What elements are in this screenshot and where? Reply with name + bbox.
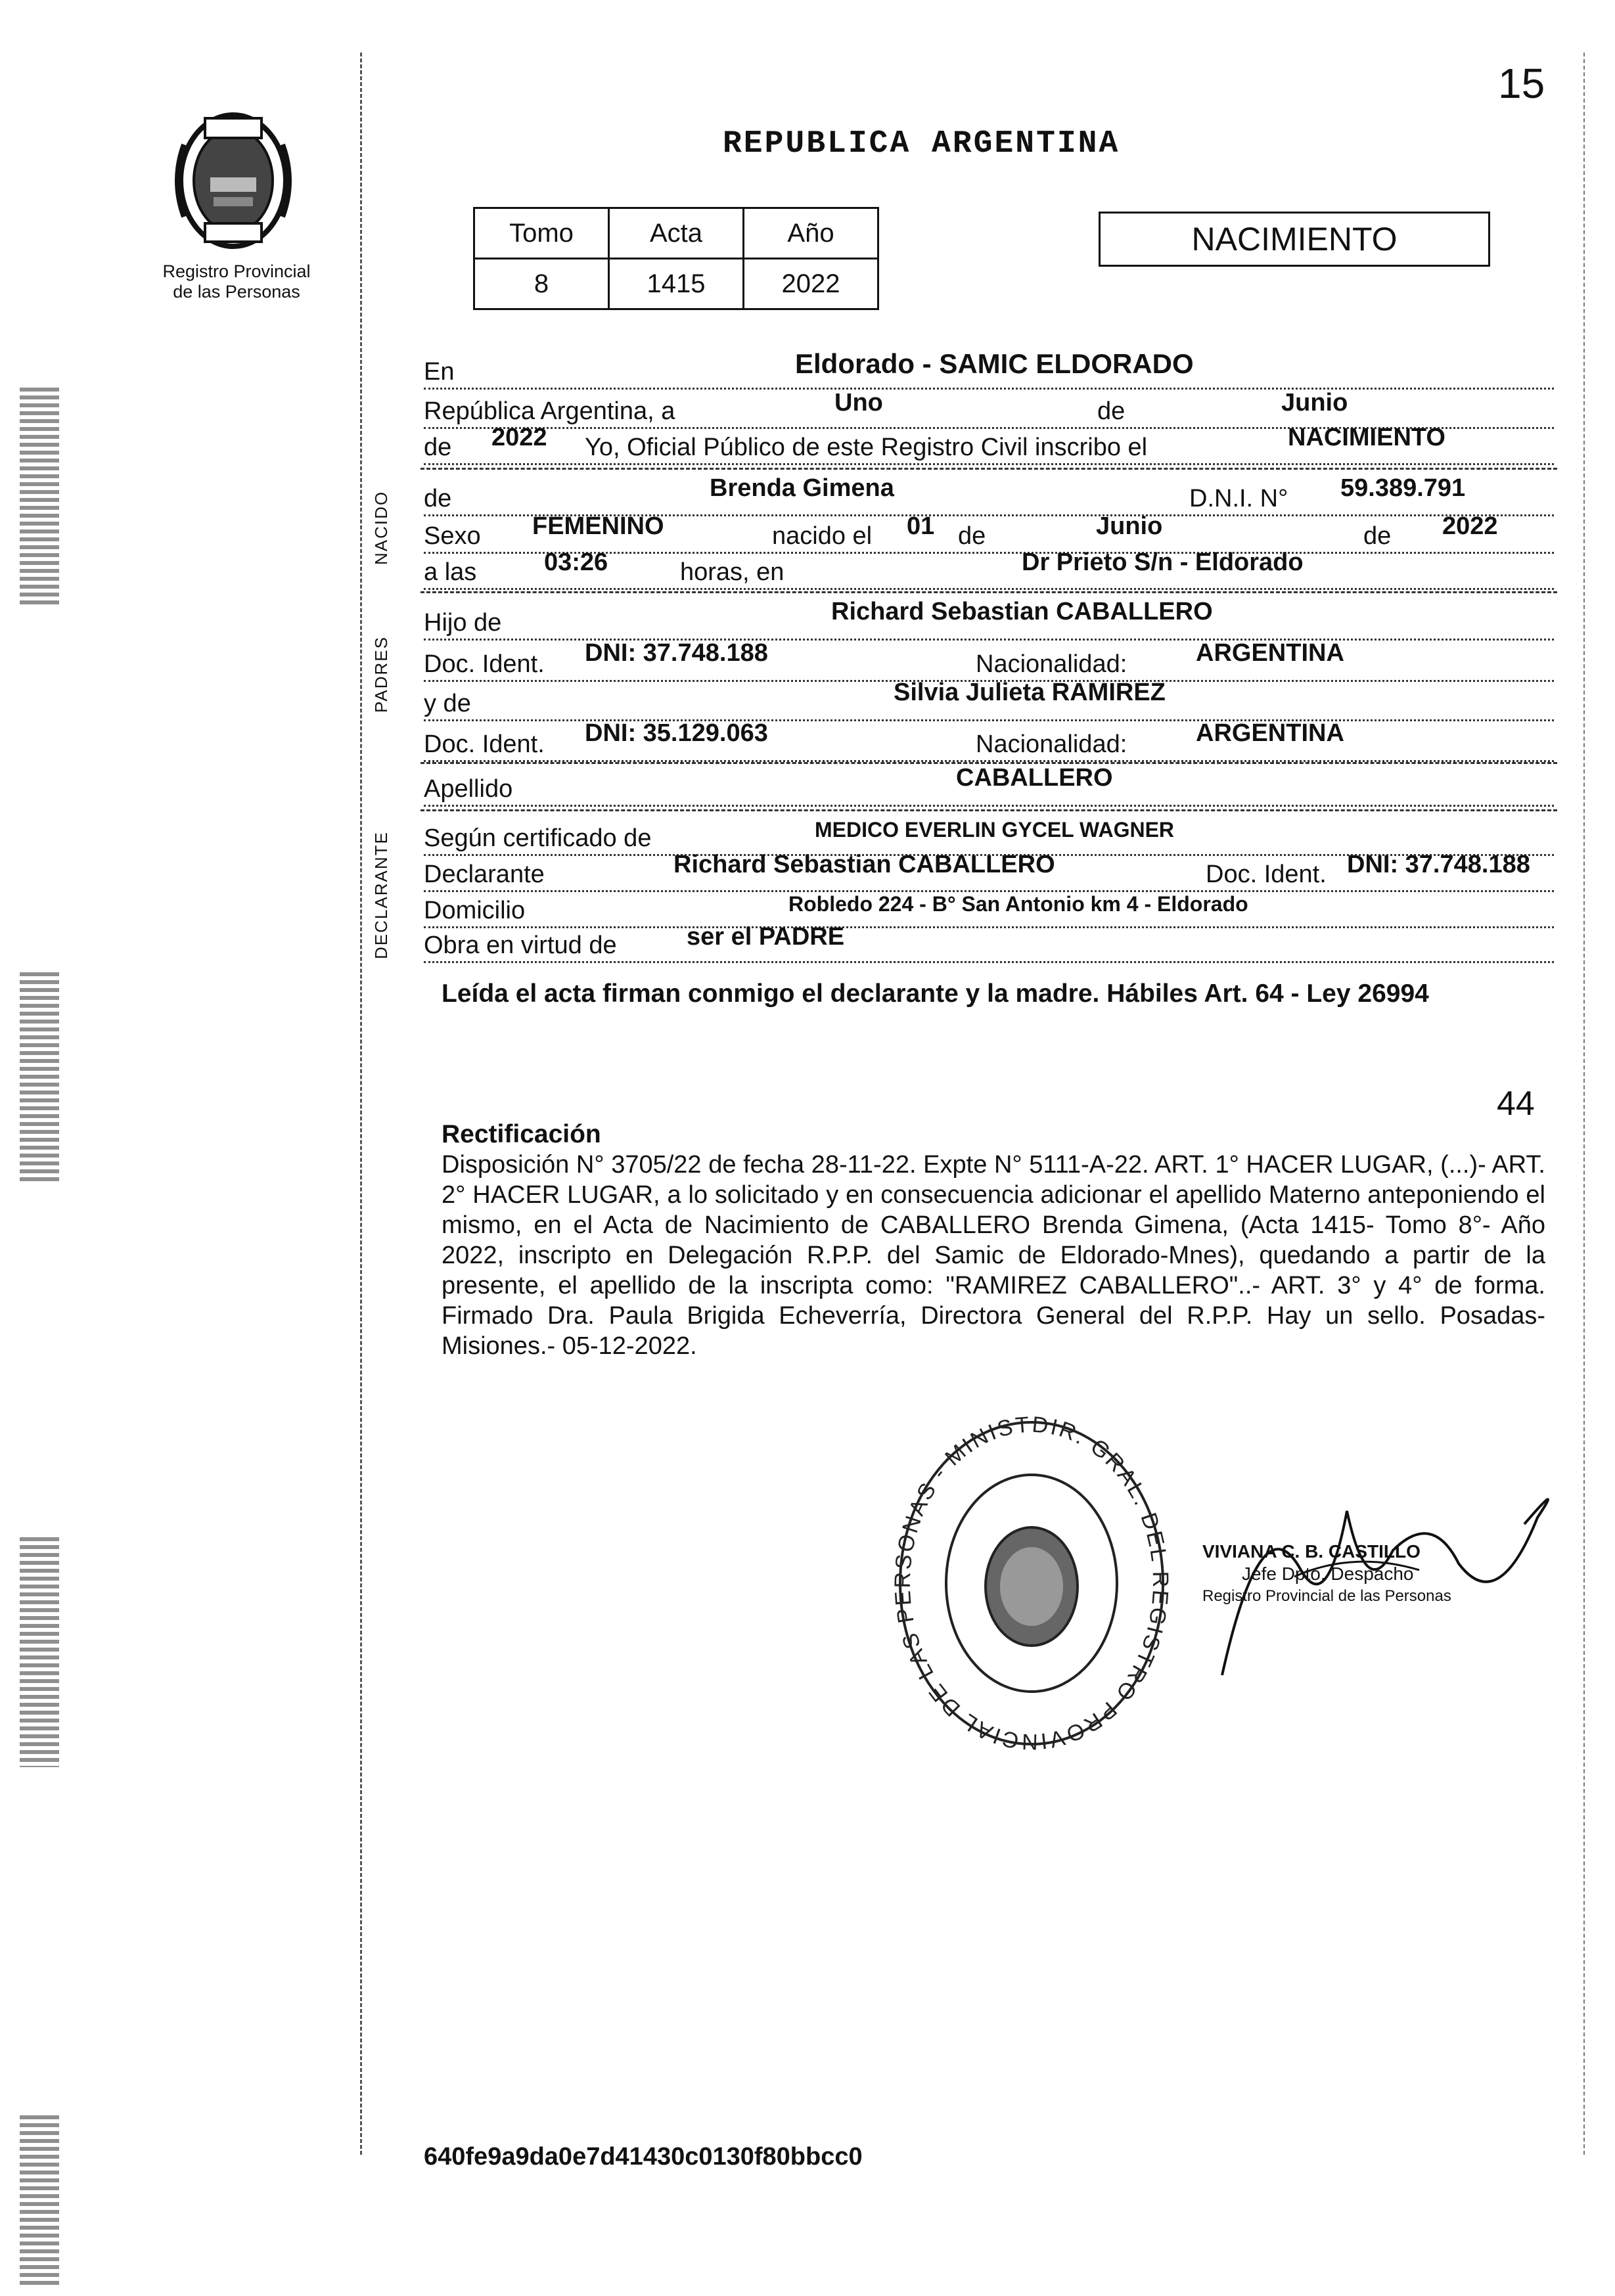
tomo-header: Tomo <box>474 208 609 259</box>
stamp-line1: VIVIANA C. B. CASTILLO <box>1202 1541 1421 1562</box>
scan-artifact-1 <box>20 388 59 604</box>
de-label: de <box>1097 397 1126 425</box>
apellido-value: CABALLERO <box>956 764 1113 792</box>
obra-label: Obra en virtud de <box>424 932 617 959</box>
right-margin-line <box>1583 53 1585 2155</box>
father-nat-value: ARGENTINA <box>1196 639 1344 667</box>
act-value: NACIMIENTO <box>1288 424 1445 451</box>
nacido-divider <box>421 591 1557 593</box>
acta-value: 1415 <box>609 259 744 309</box>
anio-value: 2022 <box>744 259 878 309</box>
tomo-value: 8 <box>474 259 609 309</box>
alas-label: a las <box>424 558 477 586</box>
stamp-line3: Registro Provincial de las Personas <box>1202 1587 1451 1605</box>
stamp-line2: Jefe Dpto. Despacho <box>1242 1564 1414 1584</box>
apellido-label: Apellido <box>424 775 513 803</box>
officer-text: Yo, Oficial Público de este Registro Civil inscribo el <box>585 434 1148 461</box>
signature-stamp <box>1202 1541 1451 1608</box>
padres-side-label: PADRES <box>371 636 391 713</box>
birth-month-value: Junio <box>1096 512 1163 540</box>
birth-day-value: 01 <box>907 512 935 540</box>
document-hash: 640fe9a9da0e7d41430c0130f80bbcc0 <box>424 2143 863 2171</box>
record-type-box: NACIMIENTO <box>1099 212 1490 267</box>
de-label-2: de <box>958 522 986 550</box>
birth-location-value: Dr Prieto S/n - Eldorado <box>1022 549 1304 576</box>
segun-label: Según certificado de <box>424 824 652 852</box>
seal-graphic <box>890 1412 1173 1754</box>
child-dni-value: 59.389.791 <box>1340 474 1466 502</box>
margin-line <box>360 53 362 2155</box>
nacido-de-label: de <box>424 485 452 512</box>
republica-label: República Argentina, a <box>424 397 675 425</box>
mother-name-value: Silvia Julieta RAMIREZ <box>894 679 1166 706</box>
mother-doc-label: Doc. Ident. <box>424 731 545 758</box>
rectificacion-title: Rectificación <box>442 1120 601 1148</box>
father-nat-label: Nacionalidad: <box>976 650 1127 678</box>
document-title: REPUBLICA ARGENTINA <box>723 126 1120 162</box>
domicilio-value: Robledo 224 - B° San Antonio km 4 - Eldorado <box>788 892 1248 916</box>
place-value: Eldorado - SAMIC ELDORADO <box>795 348 1194 379</box>
mother-doc-value: DNI: 35.129.063 <box>585 719 768 747</box>
month-value: Junio <box>1281 389 1348 416</box>
declarante-label: Declarante <box>424 861 545 888</box>
seal-text: DIR. GRAL. DEL REGISTRO PROVINCIAL DE LAS PERSONAS - MINIST <box>890 1412 1173 1754</box>
scan-artifact-4 <box>20 2115 59 2286</box>
declarante-value: Richard Sebastian CABALLERO <box>673 851 1055 878</box>
mother-nat-label: Nacionalidad: <box>976 731 1127 758</box>
declarante-doc-label: Doc. Ident. <box>1206 861 1327 888</box>
page-number: 15 <box>1498 60 1545 107</box>
province-logo <box>158 105 309 256</box>
scan-artifact-3 <box>20 1537 59 1767</box>
birth-time-value: 03:26 <box>544 549 608 576</box>
de-label-3: de <box>1363 522 1392 550</box>
note-number: 44 <box>1497 1085 1535 1123</box>
father-name-value: Richard Sebastian CABALLERO <box>831 598 1213 625</box>
intro-divider <box>421 468 1557 470</box>
official-seal <box>890 1412 1173 1754</box>
apellido-divider <box>421 809 1557 811</box>
child-name-value: Brenda Gimena <box>710 474 894 502</box>
sexo-value: FEMENINO <box>532 512 664 540</box>
obra-line <box>424 932 1554 963</box>
declarante-side-label: DECLARANTE <box>371 831 391 959</box>
nacido-el-label: nacido el <box>772 522 873 550</box>
birth-year-value: 2022 <box>1442 512 1498 540</box>
day-words-value: Uno <box>834 389 883 416</box>
nacido-side-label: NACIDO <box>371 490 391 565</box>
sexo-label: Sexo <box>424 522 481 550</box>
horas-label: horas, en <box>680 558 785 586</box>
mother-nat-value: ARGENTINA <box>1196 719 1344 747</box>
dni-label: D.N.I. N° <box>1189 485 1288 512</box>
declarante-doc-value: DNI: 37.748.188 <box>1347 851 1530 878</box>
rectificacion-body: Disposición N° 3705/22 de fecha 28-11-22. Expte N° 5111-A-22. ART. 1° HACER LUGAR, (...)- ART. 2° HACER LUGAR, a lo solicitado y en consecuencia adicionar el apellido Materno anteponiendo el mismo, en el Acta de Nacimiento de CABALLERO Brenda Gimena, (Acta 1415- Tomo 8°- Año 2022, inscripto en Delegación R.P.P. del Samic de Eldorado-Mnes), quedando a partir de la presente, el apellido de la inscripta como: "RAMIREZ CABALLERO"..- ART. 3° y 4° de forma. Firmado Dra. Paula Brigida Echeverría, Directora General del R.P.P. Hay un sello. Posadas- Misiones.- 05-12-2022. <box>442 1151 1545 1360</box>
anio-header: Año <box>744 208 878 259</box>
father-doc-label: Doc. Ident. <box>424 650 545 678</box>
registration-table <box>473 207 879 310</box>
misiones-shield-logo <box>158 105 309 256</box>
hijo-label: Hijo de <box>424 609 502 637</box>
obra-value: ser el PADRE <box>687 923 845 951</box>
de2-label: de <box>424 434 452 461</box>
scan-artifact-2 <box>20 972 59 1182</box>
registry-caption <box>131 261 342 302</box>
domicilio-label: Domicilio <box>424 897 526 924</box>
father-doc-value: DNI: 37.748.188 <box>585 639 768 667</box>
leida-text: Leída el acta firman conmigo el declarante y la madre. Hábiles Art. 64 - Ley 26994 <box>442 979 1429 1008</box>
en-label: En <box>424 358 455 386</box>
acta-header: Acta <box>609 208 744 259</box>
yde-label: y de <box>424 690 471 717</box>
year-value: 2022 <box>491 424 547 451</box>
certificado-value: MEDICO EVERLIN GYCEL WAGNER <box>815 818 1175 842</box>
registry-line1: Registro Provincial <box>162 261 311 281</box>
registry-line2: de las Personas <box>173 282 300 302</box>
